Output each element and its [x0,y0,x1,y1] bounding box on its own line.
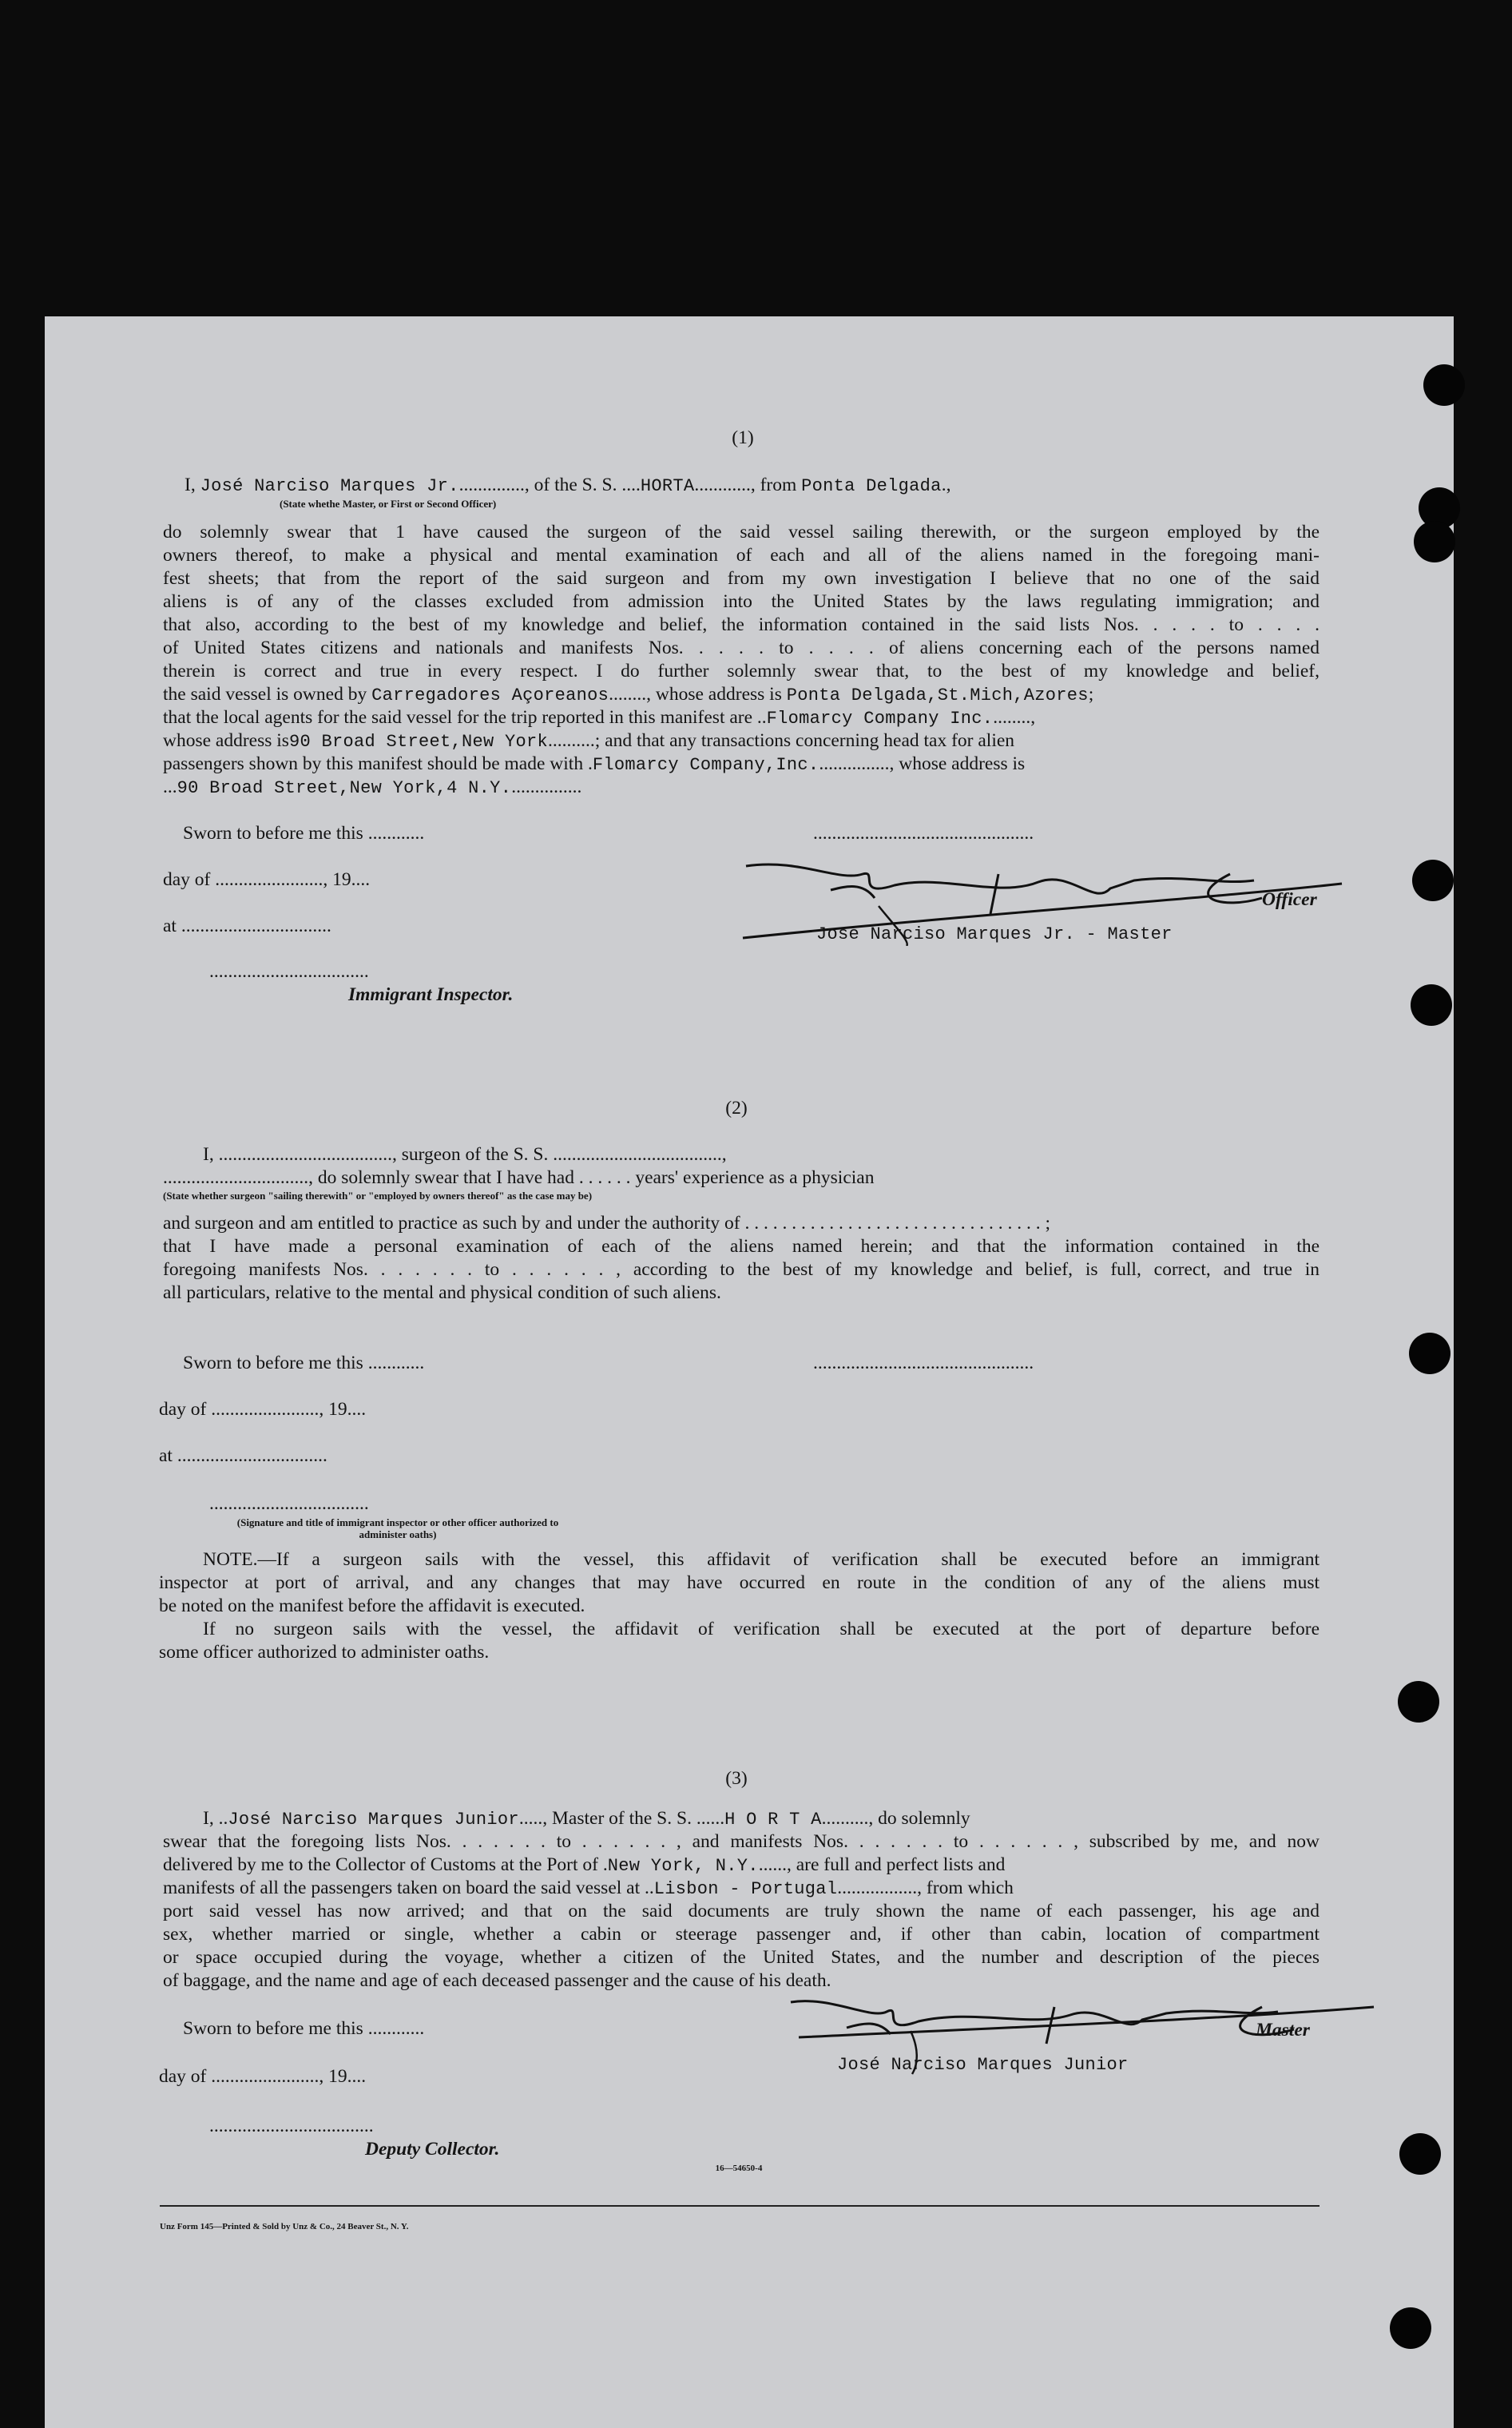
section-3-last-line: of baggage, and the name and age of each deceased passenger and the cause of his death. [163,1970,831,1991]
punch-hole [1411,984,1452,1026]
text-line: foregoing manifests Nos. . . . . . . to . . . . . . , according to the best of my knowledge and belief, is full, correct, and true in [163,1259,1320,1280]
punch-hole [1390,2307,1431,2349]
inspector-hint: (Signature and title of immigrant inspector or other officer authorized to administer oaths) [236,1516,559,1540]
printer-footer: Unz Form 145—Printed & Sold by Unz & Co., 24 Beaver St., N. Y. [160,2222,409,2231]
officer-name: José Narciso Marques Jr. [200,476,459,496]
master-line: I, ..José Narciso Marques Junior....., Master of the S. S. ......H O R T A.........., do solemnly [203,1808,970,1830]
local-agents: Flomarcy Company Inc. [766,709,994,729]
footer-rule [160,2205,1320,2207]
signatory-name: José Narciso Marques Jr. - Master [816,924,1173,944]
at-line: at ................................ [159,1445,327,1466]
master-name: José Narciso Marques Junior [228,1810,519,1830]
text-line: fest sheets; that from the report of the said surgeon and from my own investigation I believe that no one of the said [163,568,1320,589]
text-line: NOTE.—If a surgeon sails with the vessel, this affidavit of verification shall be executed before an immigrant [203,1549,1320,1570]
officer-title: Officer [1262,889,1317,910]
departure-line: manifests of all the passengers taken on board the said vessel at ..Lisbon - Portugal................., from which [163,1878,1014,1899]
punch-hole [1423,364,1465,406]
sworn-line: Sworn to before me this ............ [183,823,425,844]
inspector-signature-line: .................................. [209,1493,369,1514]
surgeon-line: I, ....................................., surgeon of the S. S. ...................................., [203,1144,727,1165]
text-line: sex, whether married or single, whether a cabin or steerage passenger and, if other than cabin, location of compartment [163,1924,1320,1945]
tax-address: 90 Broad Street,New York,4 N.Y. [177,778,512,798]
arrival-port: New York, N.Y. [607,1856,759,1876]
agents-line: that the local agents for the said vessel for the trip reported in this manifest are ..Flomarcy Company Inc........., [163,707,1036,729]
agents-address-line: whose address is90 Broad Street,New York..........; and that any transactions concerning head tax for alien [163,730,1015,752]
signature-line: ............................................... [813,823,1034,844]
punch-hole [1399,2133,1441,2175]
vessel-name: H O R T A [724,1810,822,1830]
surgeon-hint: (State whether surgeon "sailing therewith" or "employed by owners thereof" as the case may be) [163,1190,593,1202]
agents-address: 90 Broad Street,New York [288,732,549,752]
authority-line: and surgeon and am entitled to practice as such by and under the authority of . . . . . . . . . . . . . . . . . . . . . . . . . . . . . . . . ; [163,1213,1051,1234]
master-signature-2 [719,1980,1390,2076]
collector-label: Deputy Collector. [365,2139,500,2160]
text-line: that I have made a personal examination of each of the aliens named herein; and that the information contained in the [163,1236,1320,1257]
section-3-number: (3) [725,1768,748,1789]
punch-hole [1398,1681,1439,1723]
port-line: delivered by me to the Collector of Customs at the Port of .New York, N.Y......., are full and perfect lists and [163,1854,1006,1876]
form-code: 16—54650-4 [715,2164,763,2173]
collector-signature-line: ................................... [209,2116,374,2136]
text-line: port said vessel has now arrived; and that on the said documents are truly shown the name of each passenger, his age and [163,1901,1320,1921]
master-title: Master [1256,2020,1310,2041]
sworn-line: Sworn to before me this ............ [183,1353,425,1373]
tax-company: Flomarcy Company,Inc. [592,755,819,775]
officer-hint: (State whethe Master, or First or Second Officer) [280,498,497,510]
day-line: day of ......................., 19.... [159,2066,367,2087]
punch-hole [1412,860,1454,901]
text-line: therein is correct and true in every respect. I do further solemnly swear that, to the best of my knowledge and belief, [163,661,1320,682]
signatory-name: José Narciso Marques Junior [837,2055,1129,2075]
owner-address: Ponta Delgada,St.Mich,Azores [786,685,1089,705]
note-2-line: If no surgeon sails with the vessel, the affidavit of verification shall be executed at the port of departure before [203,1619,1320,1639]
text-line: or space occupied during the voyage, whether a citizen of the United States, and the number and description of the pieces [163,1947,1320,1968]
text-line: do solemnly swear that 1 have caused the surgeon of the said vessel sailing therewith, or the surgeon employed by the [163,522,1320,542]
punch-hole [1414,521,1455,562]
vessel-name: HORTA [640,476,695,496]
lists-line: swear that the foregoing lists Nos. . . . . . . to . . . . . . , and manifests Nos. . . . . . . to . . . . . . , subscribed by me, and now [163,1831,1320,1852]
text-line: aliens is of any of the classes excluded from admission into the United States by the laws regulating immigration; and [163,591,1320,612]
at-line: at ................................ [163,916,331,936]
master-signature-1 [735,850,1374,946]
inspector-label: Immigrant Inspector. [348,984,514,1005]
inspector-signature-line: .................................. [209,961,369,982]
note-last-line: be noted on the manifest before the affidavit is executed. [159,1595,585,1616]
note-2-last-line: some officer authorized to administer oaths. [159,1642,490,1663]
day-line: day of ......................., 19.... [159,1399,367,1420]
text-line: inspector at port of arrival, and any changes that may have occurred en route in the condition of any of the aliens must [159,1572,1320,1593]
tax-address-line: ...90 Broad Street,New York,4 N.Y................ [163,777,582,798]
punch-hole [1409,1333,1450,1374]
day-line: day of ......................., 19.... [163,869,371,890]
sworn-line: Sworn to before me this ............ [183,2018,425,2039]
text-line: that also, according to the best of my knowledge and belief, the information contained in the said lists Nos. . . . . to . . . . [163,614,1320,635]
section-2-last-line: all particulars, relative to the mental and physical condition of such aliens. [163,1282,721,1303]
from-port: Ponta Delgada [801,476,942,496]
section-1-number: (1) [732,427,754,448]
experience-line: ..............................., do solemnly swear that I have had . . . . . . years' experience as a physician [163,1167,875,1188]
departure-port: Lisbon - Portugal [653,1879,838,1899]
text-line: owners thereof, to make a physical and mental examination of each and all of the aliens named in the foregoing mani- [163,545,1320,566]
text-line: of United States citizens and nationals and manifests Nos. . . . . to . . . . of aliens concerning each of the persons named [163,638,1320,658]
section-2-number: (2) [725,1098,748,1119]
officer-line: I, José Narciso Marques Jr..............., of the S. S. ....HORTA............, from Ponta Delgada., [185,475,951,496]
tax-line: passengers shown by this manifest should be made with .Flomarcy Company,Inc................, whose address is [163,753,1026,775]
signature-line: ............................................... [813,1353,1034,1373]
vessel-owner: Carregadores Açoreanos [371,685,609,705]
owner-line: the said vessel is owned by Carregadores Açoreanos........, whose address is Ponta Delgada,St.Mich,Azores; [163,684,1094,705]
